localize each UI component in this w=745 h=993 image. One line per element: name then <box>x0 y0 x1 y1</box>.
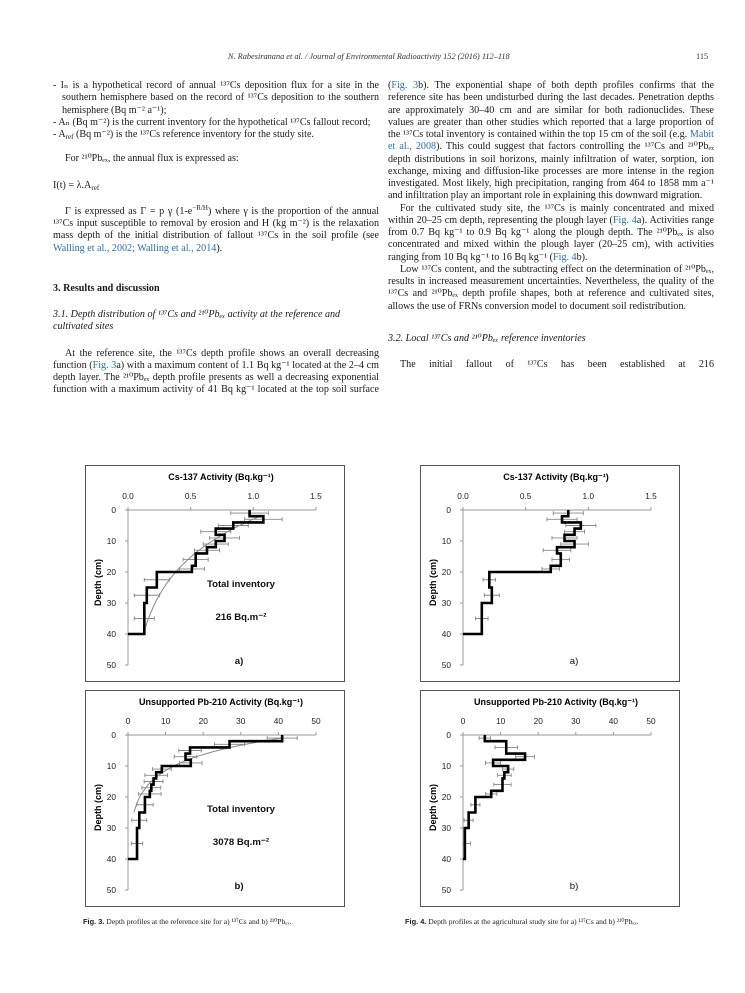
equation <box>53 180 379 192</box>
x-tick-label: 20 <box>533 716 543 726</box>
panel-label: b) <box>569 881 579 892</box>
inventory-label: Total inventory <box>206 579 276 590</box>
figure-3a <box>85 465 345 682</box>
x-tick-label: 0.0 <box>457 491 469 501</box>
paragraph-uncertainties: Low ¹³⁷Cs content, and the subtracting effect on the determination of ²¹⁰Pbₑₓ, results in increased measurement uncertainties. Nevertheless, the quality of the ¹³⁷Cs and ²¹⁰Pbₑₓ depth profile shapes, both at reference and cultivated sites, allows the use of FRNs conversion model to document soil redistribution. <box>388 263 714 312</box>
y-tick-label: 30 <box>106 598 116 608</box>
text: - A <box>53 129 66 140</box>
y-tick-label: 10 <box>441 761 451 771</box>
text: ) where γ is the proportion of the annual ¹³⁷Cs input susceptible to removal by erosion and H (kg m⁻²) is the relaxation mass depth of the initial distribution of fallout ¹³⁷Cs in the soil profile (see <box>53 205 379 242</box>
x-tick-label: 40 <box>273 716 284 726</box>
panel-label: a) <box>569 656 579 667</box>
x-tick-label: 0.0 <box>122 491 134 501</box>
y-tick-label: 0 <box>111 730 116 740</box>
y-axis-label: Depth (cm) <box>428 559 438 606</box>
fig4-link[interactable]: Fig. 4 <box>612 214 637 226</box>
paragraph-cultivated-site <box>388 203 714 264</box>
text: I(t) = λ.A <box>53 179 92 191</box>
y-tick-label: 30 <box>441 823 451 833</box>
x-tick-label: 1.5 <box>645 491 657 501</box>
y-tick-label: 10 <box>441 536 451 546</box>
y-tick-label: 0 <box>446 730 451 740</box>
bullet-aref <box>53 129 379 141</box>
fig3-link[interactable]: Fig. 3 <box>391 80 419 91</box>
x-tick-label: 0 <box>460 716 466 726</box>
y-tick-label: 20 <box>106 567 116 577</box>
chart-fig4a <box>421 466 681 683</box>
figure-3b <box>85 690 345 907</box>
bullet-an: - Aₙ (Bq m⁻²) is the current inventory for the hypothetical ¹³⁷Cs fallout record; <box>53 116 371 128</box>
x-tick-label: 1.0 <box>582 491 595 501</box>
x-tick-label: 30 <box>571 716 581 726</box>
y-tick-label: 20 <box>441 567 451 577</box>
y-tick-label: 30 <box>106 823 116 833</box>
chart-fig3b <box>86 691 346 908</box>
figure-4-caption <box>405 917 638 926</box>
caption-label: Fig. 3. <box>83 917 105 926</box>
x-tick-label: 30 <box>236 716 246 726</box>
text: b). The exponential shape of both depth profiles confirms that the reference site has been undisturbed during the last decades. Penetration depths are approximately 30–40 cm and are similar for both radionuclides. These values are greater than other studies which reported that a large proportion of the ¹³⁷Cs total inventory is contained within the top 15 cm of the soil (e.g. <box>388 80 714 140</box>
text: Γ is expressed as Γ = p γ (1-e <box>65 205 193 217</box>
y-tick-label: 20 <box>441 792 451 802</box>
chart-title: Unsupported Pb-210 Activity (Bq.kg⁻¹) <box>474 697 638 707</box>
text: (Bq m⁻²) is the ¹³⁷Cs reference inventory for the study site. <box>73 129 314 140</box>
caption-text: Depth profiles at the reference site for a) ¹³⁷Cs and b) ²¹⁰Pbₑₓ. <box>104 917 292 926</box>
panel-label: a) <box>234 656 244 667</box>
text: At the reference site, the ¹³⁷Cs depth profile shows an overall decreasing function ( <box>53 347 379 371</box>
x-tick-label: 50 <box>311 716 321 726</box>
text: a). Activities range from 0.7 Bq kg⁻¹ to 0.9 Bq kg⁻¹ along the plough depth. The ²¹⁰Pbₑₓ is also concentrated and mixed within the plough layer (20–25 cm), with activities ranging from 10 Bq kg⁻¹ to 16 Bq kg⁻¹ ( <box>388 214 714 263</box>
text: For the cultivated study site, the ¹³⁷Cs is mainly concentrated and mixed within 20–25 cm depth, representing the plough layer ( <box>388 202 714 226</box>
x-tick-label: 50 <box>646 716 656 726</box>
y-tick-label: 10 <box>106 761 116 771</box>
x-tick-label: 0 <box>125 716 131 726</box>
text: a) with a maximum content of 1.1 Bq kg⁻¹ located at the 2–4 cm depth layer. The ²¹⁰Pbₑₓ depth profile presents as well a decreasing exponential function with a maximum activity of 41 Bq kg⁻¹ located at the top soil surface <box>53 359 379 396</box>
chart-title: Unsupported Pb-210 Activity (Bq.kg⁻¹) <box>139 697 303 707</box>
citation-link-walling[interactable]: Walling et al., 2002; Walling et al., 2014 <box>53 242 217 254</box>
text: b). <box>576 251 588 263</box>
panel-label: b) <box>234 881 244 892</box>
y-tick-label: 40 <box>106 854 116 864</box>
running-title: N. Rabesiranana et al. / Journal of Environmental Radioactivity 152 (2016) 112–118 <box>228 52 510 61</box>
y-tick-label: 40 <box>441 854 451 864</box>
text: ). <box>216 242 223 254</box>
paragraph-initial-fallout: The initial fallout of ¹³⁷Cs has been established at 216 <box>400 359 714 370</box>
y-axis-label: Depth (cm) <box>428 784 438 831</box>
chart-fig4b <box>421 691 681 908</box>
inventory-value: 216 Bq.m⁻² <box>215 612 267 623</box>
x-tick-label: 20 <box>198 716 208 726</box>
x-tick-label: 1.0 <box>247 491 260 501</box>
y-tick-label: 10 <box>106 536 116 546</box>
chart-fig3a <box>86 466 346 683</box>
section-heading: 3. Results and discussion <box>53 282 160 294</box>
figure-4a <box>420 465 680 682</box>
x-tick-label: 40 <box>608 716 619 726</box>
y-tick-label: 30 <box>441 598 451 608</box>
y-tick-label: 50 <box>106 885 116 895</box>
superscript: −R/H <box>192 203 209 212</box>
x-tick-label: 1.5 <box>310 491 322 501</box>
citation-link-mabit[interactable]: Mabit et al., 2008 <box>388 129 714 153</box>
caption-text: Depth profiles at the agricultural study site for a) ¹³⁷Cs and b) ²¹⁰Pbₑₓ. <box>426 917 639 926</box>
inventory-value: 3078 Bq.m⁻² <box>212 837 270 848</box>
inventory-label: Total inventory <box>206 804 276 815</box>
chart-title: Cs-137 Activity (Bq.kg⁻¹) <box>503 472 609 482</box>
page-number: 115 <box>696 52 709 61</box>
activity-step-line <box>463 510 581 634</box>
text: ). This could suggest that factors controlling the ¹³⁷Cs and ²¹⁰Pbₑₓ depth distributions in soil horizons, mainly infiltration of water, sorption, ion exchange, mixing and diffusion-like processes are more intense in the region investigated. Most likely, high precipitation, ranging from 464 to 1858 mm a⁻¹ and infiltration play an important role in explaining this downward migration. <box>388 141 714 202</box>
y-tick-label: 20 <box>106 792 116 802</box>
figure-4b <box>420 690 680 907</box>
y-tick-label: 50 <box>441 885 451 895</box>
fig4-link[interactable]: Fig. 4 <box>553 251 577 263</box>
activity-step-line <box>463 735 525 859</box>
subsection-heading: 3.2. Local ¹³⁷Cs and ²¹⁰Pbₑₓ reference inventories <box>388 332 586 344</box>
paragraph-exponential-shape <box>388 80 714 203</box>
x-tick-label: 10 <box>160 716 171 726</box>
subscript: ref <box>91 183 100 192</box>
x-tick-label: 0.5 <box>184 491 197 501</box>
paragraph-pb-flux: For ²¹⁰Pbₑₓ, the annual flux is expressed as: <box>65 153 239 165</box>
y-tick-label: 40 <box>106 629 116 639</box>
x-tick-label: 10 <box>495 716 506 726</box>
x-tick-label: 0.5 <box>519 491 532 501</box>
caption-label: Fig. 4. <box>405 917 427 926</box>
paragraph-gamma <box>53 203 379 255</box>
chart-title: Cs-137 Activity (Bq.kg⁻¹) <box>168 472 274 482</box>
y-axis-label: Depth (cm) <box>93 559 103 606</box>
text: ( <box>388 80 392 91</box>
fig3-link[interactable]: Fig. 3 <box>92 359 117 371</box>
y-tick-label: 0 <box>111 505 116 515</box>
figure-3-caption <box>83 917 291 926</box>
right-column <box>388 80 714 371</box>
subsection-heading: 3.1. Depth distribution of ¹³⁷Cs and ²¹⁰Pbₑₓ activity at the reference and cultivated sites <box>53 309 341 333</box>
y-axis-label: Depth (cm) <box>93 784 103 831</box>
y-tick-label: 50 <box>441 660 451 670</box>
bullet-in: - Iₙ is a hypothetical record of annual ¹³⁷Cs deposition flux for a site in the southern hemisphere based on the record of ¹³⁷Cs deposition to the southern hemisphere (Bq m⁻² a⁻¹); <box>53 80 379 116</box>
subscript: ref <box>65 133 74 141</box>
left-column <box>53 80 379 397</box>
y-tick-label: 0 <box>446 505 451 515</box>
y-tick-label: 50 <box>106 660 116 670</box>
y-tick-label: 40 <box>441 629 451 639</box>
paragraph-reference-site <box>53 348 379 397</box>
